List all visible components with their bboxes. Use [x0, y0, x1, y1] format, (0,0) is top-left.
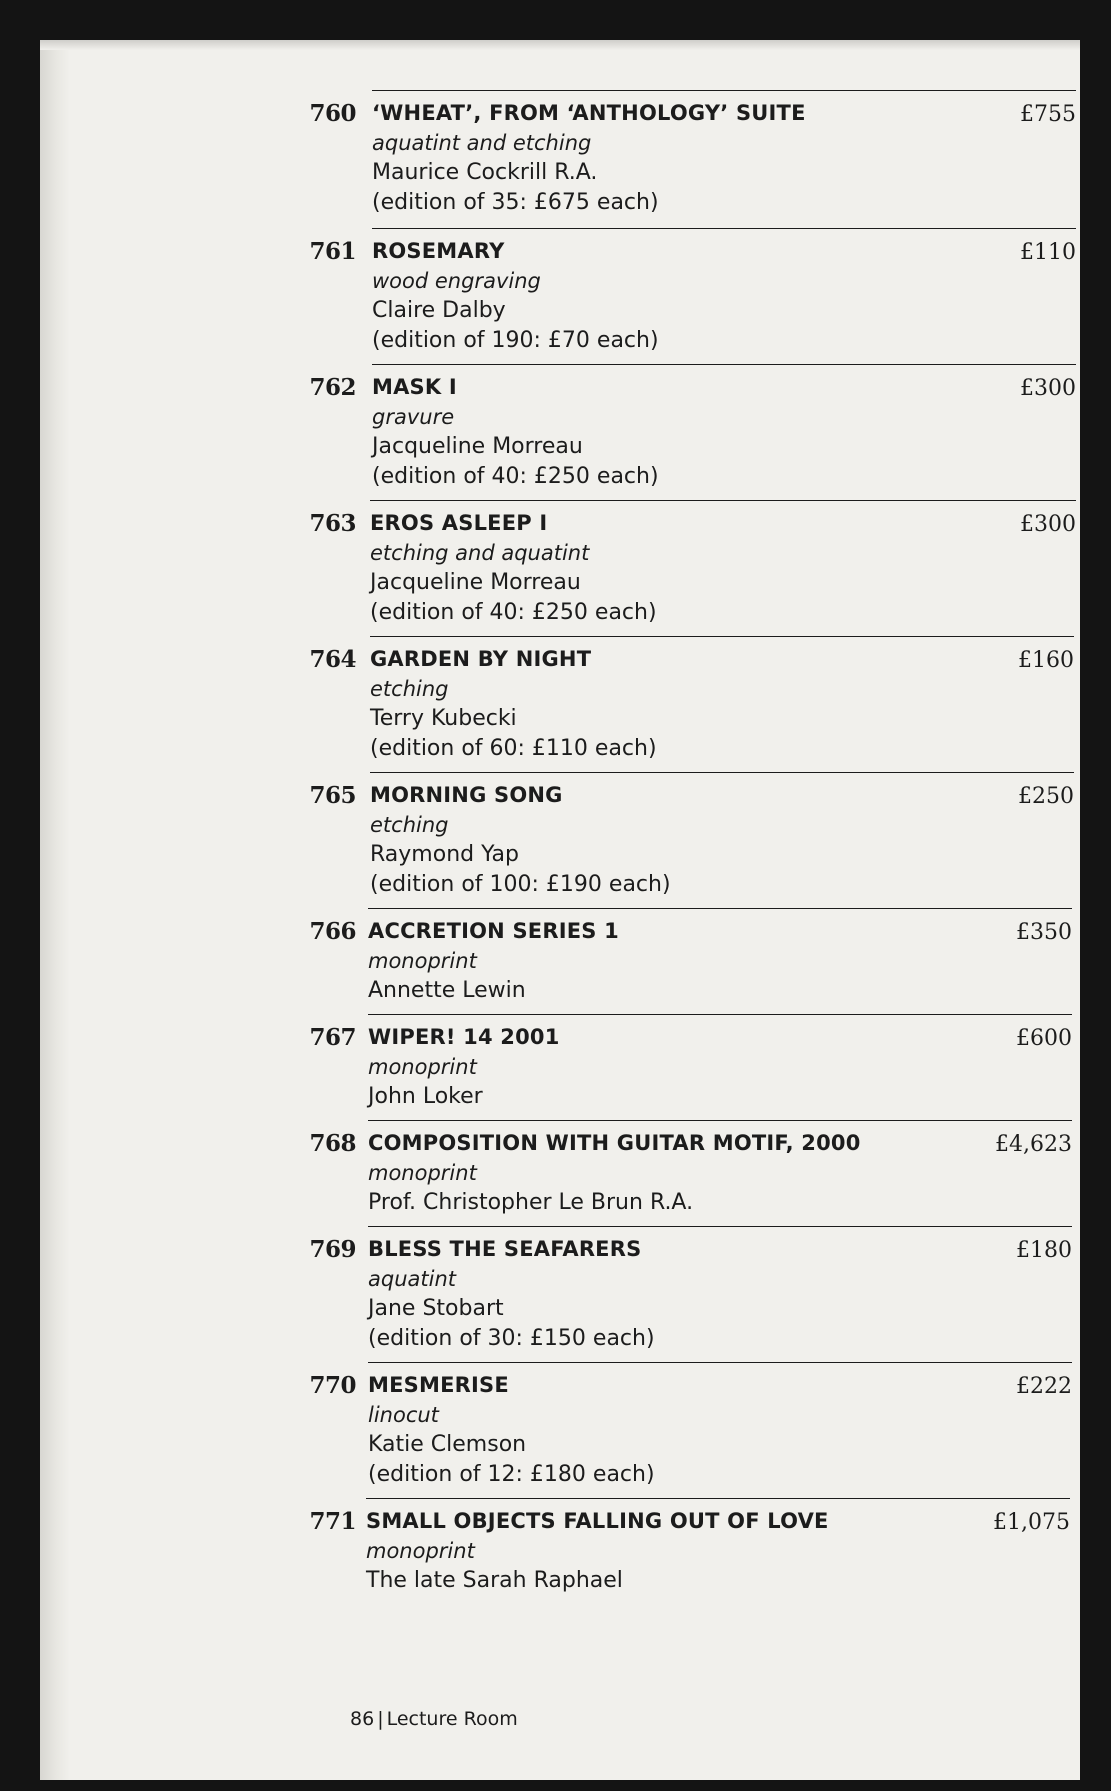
entry-rule — [372, 364, 1076, 365]
entry-title: BLESS THE SEAFARERS — [368, 1237, 642, 1261]
page-number: 86 — [350, 1708, 375, 1730]
entry-medium: etching and aquatint — [370, 541, 590, 565]
entry-rule — [368, 1226, 1072, 1227]
entry-text — [372, 98, 806, 218]
entry-artist: Prof. Christopher Le Brun R.A. — [368, 1190, 694, 1215]
entry-price: £755 — [1020, 102, 1076, 127]
entry-artist: Annette Lewin — [368, 978, 526, 1003]
entry-artist: Raymond Yap — [370, 842, 519, 867]
entry-rule — [372, 228, 1076, 229]
entry-price: £110 — [1020, 240, 1076, 265]
entry-text — [368, 1234, 655, 1354]
entry-title: ROSEMARY — [372, 239, 505, 263]
entry-medium: monoprint — [368, 949, 477, 973]
entry-text — [368, 1022, 560, 1112]
entry-title: GARDEN BY NIGHT — [370, 647, 592, 671]
entry-medium: monoprint — [366, 1539, 475, 1563]
page-top-shadow — [40, 40, 1080, 50]
entry-price: £300 — [1020, 376, 1076, 401]
entry-title: WIPER! 14 2001 — [368, 1025, 560, 1049]
entry-medium: aquatint and etching — [372, 131, 592, 155]
entry-medium: aquatint — [368, 1267, 456, 1291]
entry-text — [372, 236, 659, 356]
entry-edition: (edition of 40: £250 each) — [370, 600, 657, 625]
entry-title: ‘WHEAT’, FROM ‘ANTHOLOGY’ SUITE — [372, 101, 806, 125]
entry-price: £4,623 — [995, 1132, 1072, 1157]
entry-price: £300 — [1020, 512, 1076, 537]
entry-price: £222 — [1016, 1374, 1072, 1399]
entry-number: 763 — [309, 510, 356, 537]
entry-text — [366, 1506, 829, 1596]
entry-number: 762 — [309, 374, 356, 401]
entry-text — [370, 508, 657, 628]
entry-artist: Katie Clemson — [368, 1432, 527, 1457]
entry-title: COMPOSITION WITH GUITAR MOTIF, 2000 — [368, 1131, 861, 1155]
entry-rule — [370, 636, 1074, 637]
entry-number: 769 — [309, 1236, 356, 1263]
entry-edition: (edition of 100: £190 each) — [370, 872, 671, 897]
entry-medium: monoprint — [368, 1161, 477, 1185]
entry-edition: (edition of 40: £250 each) — [372, 464, 659, 489]
page-edge-shadow — [40, 40, 70, 1780]
entry-price: £1,075 — [993, 1510, 1070, 1535]
entry-edition: (edition of 60: £110 each) — [370, 736, 657, 761]
entry-text — [368, 916, 619, 1006]
entry-edition: (edition of 12: £180 each) — [368, 1462, 655, 1487]
entry-artist: Jacqueline Morreau — [370, 570, 581, 595]
entry-number: 761 — [309, 238, 356, 265]
entry-edition: (edition of 190: £70 each) — [372, 328, 659, 353]
entry-price: £600 — [1016, 1026, 1072, 1051]
entry-number: 766 — [309, 918, 356, 945]
entry-text — [372, 372, 659, 492]
entry-medium: monoprint — [368, 1055, 477, 1079]
entry-medium: wood engraving — [372, 269, 541, 293]
entry-artist: Terry Kubecki — [370, 706, 517, 731]
entry-title: ACCRETION SERIES 1 — [368, 919, 619, 943]
entry-rule — [370, 772, 1074, 773]
entry-number: 760 — [309, 100, 356, 127]
entry-number: 767 — [309, 1024, 356, 1051]
entry-medium: etching — [370, 677, 449, 701]
entry-price: £250 — [1018, 784, 1074, 809]
entry-edition: (edition of 35: £675 each) — [372, 190, 659, 215]
footer-separator: | — [377, 1708, 384, 1730]
entry-text — [368, 1370, 655, 1490]
entry-title: SMALL OBJECTS FALLING OUT OF LOVE — [366, 1509, 829, 1533]
entry-text — [368, 1128, 861, 1218]
entry-rule — [372, 90, 1076, 91]
entry-edition: (edition of 30: £150 each) — [368, 1326, 655, 1351]
entry-title: MORNING SONG — [370, 783, 563, 807]
entry-number: 770 — [309, 1372, 356, 1399]
entry-rule — [368, 1362, 1072, 1363]
entry-rule — [368, 1014, 1072, 1015]
entry-medium: linocut — [368, 1403, 439, 1427]
entry-number: 765 — [309, 782, 356, 809]
entry-artist: John Loker — [368, 1084, 483, 1109]
entry-title: EROS ASLEEP I — [370, 511, 548, 535]
entry-artist: Jacqueline Morreau — [372, 434, 583, 459]
entry-medium: gravure — [372, 405, 455, 429]
entry-price: £180 — [1016, 1238, 1072, 1263]
page-footer — [350, 1708, 518, 1730]
entry-title: MESMERISE — [368, 1373, 509, 1397]
entry-artist: Claire Dalby — [372, 298, 506, 323]
entry-artist: The late Sarah Raphael — [366, 1568, 623, 1593]
entry-price: £160 — [1018, 648, 1074, 673]
entry-rule — [366, 1498, 1070, 1499]
entry-text — [370, 644, 657, 764]
entry-price: £350 — [1016, 920, 1072, 945]
entry-medium: etching — [370, 813, 449, 837]
entry-text — [370, 780, 671, 900]
entry-title: MASK I — [372, 375, 457, 399]
section-name: Lecture Room — [386, 1708, 518, 1730]
entry-number: 771 — [309, 1508, 356, 1535]
entry-rule — [370, 500, 1076, 501]
entry-number: 764 — [309, 646, 356, 673]
entry-artist: Jane Stobart — [368, 1296, 504, 1321]
entry-artist: Maurice Cockrill R.A. — [372, 160, 598, 185]
entry-number: 768 — [309, 1130, 356, 1157]
entry-rule — [368, 1120, 1072, 1121]
entry-rule — [368, 908, 1072, 909]
